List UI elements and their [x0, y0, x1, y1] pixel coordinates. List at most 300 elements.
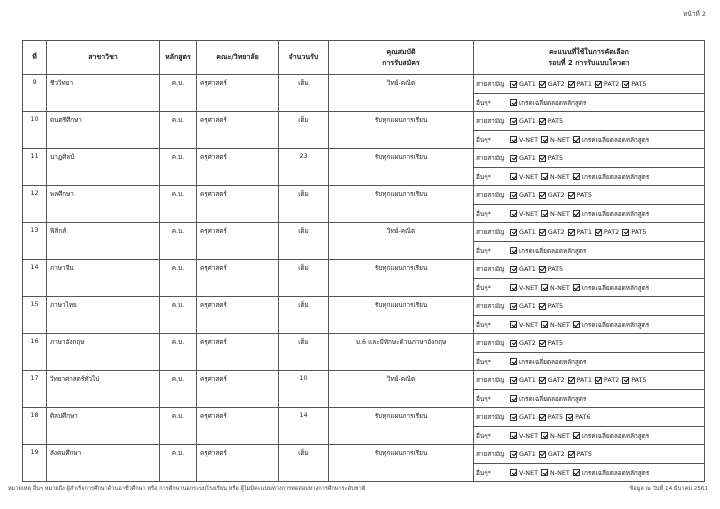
checkbox-checked-icon [568, 229, 575, 236]
criteria-label: อื่นๆ* [476, 320, 491, 329]
criteria-label: อื่นๆ* [476, 172, 491, 181]
cell-faculty: ครุศาสตร์ [197, 297, 279, 334]
cell-faculty: ครุศาสตร์ [197, 75, 279, 112]
criteria-item [541, 469, 570, 477]
table-row [23, 112, 705, 149]
cell-qualification: รับทุกแผนการเรียน [329, 408, 474, 445]
checkbox-checked-icon [510, 99, 517, 106]
criteria-item-label: PAT1 [576, 228, 592, 236]
criteria-item-label: เกรดเฉลี่ยตลอดหลักสูตร [519, 394, 587, 403]
criteria-item-label: N-NET [550, 468, 570, 477]
checkbox-checked-icon [510, 284, 517, 291]
criteria-item-label: PAT5 [547, 413, 564, 421]
criteria-line-other [474, 241, 704, 259]
criteria-item [539, 191, 565, 199]
criteria-item-label: เกรดเฉลี่ยตลอดหลักสูตร [581, 135, 650, 144]
cell-faculty: ครุศาสตร์ [197, 112, 279, 149]
criteria-item-label: GAT1 [519, 413, 536, 421]
criteria-item [510, 265, 536, 273]
criteria-item [539, 302, 563, 310]
criteria-line-main [474, 223, 704, 241]
criteria-item-label: N-NET [550, 135, 570, 144]
criteria-item-label: PAT6 [575, 413, 591, 421]
criteria-line-main [474, 186, 704, 204]
checkbox-checked-icon [510, 173, 517, 180]
checkbox-checked-icon [573, 432, 580, 439]
criteria-item [622, 80, 646, 88]
criteria-item-label: V-NET [519, 172, 539, 181]
criteria-item [541, 284, 570, 292]
checkbox-checked-icon [539, 266, 546, 273]
page-number: หน้าที่ 2 [683, 10, 706, 18]
criteria-item [510, 450, 536, 458]
criteria-item-label: GAT1 [519, 302, 536, 310]
cell-faculty: ครุศาสตร์ [197, 371, 279, 408]
criteria-line-main [474, 297, 704, 315]
criteria-item-label: GAT1 [519, 154, 536, 162]
criteria-item [568, 450, 592, 458]
cell-criteria [474, 75, 705, 112]
cell-no: 18 [23, 408, 47, 445]
header-qualification-line-1: คุณสมบัติ [386, 48, 416, 56]
criteria-item [568, 80, 592, 88]
criteria-item-label: V-NET [519, 468, 539, 477]
checkbox-checked-icon [539, 155, 546, 162]
header-criteria-line-2: รอบที่ 2 การรับแบบโควตา [548, 58, 630, 67]
cell-seats: 14 [279, 408, 329, 445]
cell-criteria [474, 371, 705, 408]
checkbox-checked-icon [568, 192, 575, 199]
criteria-label: สายสามัญ [476, 339, 505, 347]
header-row [23, 41, 705, 75]
checkbox-checked-icon [541, 432, 548, 439]
cell-curriculum: ค.บ. [160, 260, 197, 297]
checkbox-checked-icon [510, 321, 517, 328]
cell-seats: เต็ม [279, 112, 329, 149]
criteria-item [539, 228, 565, 236]
cell-qualification: รับทุกแผนการเรียน [329, 186, 474, 223]
criteria-item-label: PAT5 [547, 302, 564, 310]
criteria-item [510, 154, 536, 162]
criteria-item [622, 228, 646, 236]
criteria-item-label: V-NET [519, 135, 539, 144]
criteria-item-label: PAT5 [547, 265, 564, 273]
cell-faculty: ครุศาสตร์ [197, 408, 279, 445]
criteria-line-main [474, 445, 704, 463]
criteria-line-other [474, 204, 704, 222]
checkbox-checked-icon [510, 247, 517, 254]
criteria-item-label: PAT2 [603, 228, 620, 236]
checkbox-checked-icon [568, 81, 575, 88]
cell-curriculum: ค.บ. [160, 112, 197, 149]
checkbox-checked-icon [510, 377, 517, 384]
table-row [23, 260, 705, 297]
cell-no: 15 [23, 297, 47, 334]
criteria-item-label: PAT1 [576, 80, 592, 88]
criteria-item-label: GAT2 [519, 339, 536, 347]
cell-seats: เต็ม [279, 223, 329, 260]
criteria-item-label: N-NET [550, 209, 570, 218]
cell-criteria [474, 297, 705, 334]
criteria-item-label: PAT5 [547, 154, 564, 162]
checkbox-checked-icon [510, 469, 517, 476]
criteria-item [510, 376, 536, 384]
criteria-item [573, 468, 649, 478]
criteria-item-label: เกรดเฉลี่ยตลอดหลักสูตร [581, 320, 650, 329]
criteria-label: อื่นๆ* [476, 246, 491, 255]
cell-no: 13 [23, 223, 47, 260]
criteria-item [510, 321, 538, 329]
criteria-label: อื่นๆ* [476, 357, 491, 366]
table-row [23, 149, 705, 186]
cell-qualification: รับทุกแผนการเรียน [329, 260, 474, 297]
header-qualification-line-2: การรับสมัคร [382, 58, 420, 67]
checkbox-checked-icon [510, 414, 517, 421]
criteria-label: อื่นๆ* [476, 209, 491, 218]
criteria-item-label: เกรดเฉลี่ยตลอดหลักสูตร [581, 172, 650, 181]
criteria-item-label: GAT1 [519, 376, 536, 384]
cell-no: 10 [23, 112, 47, 149]
criteria-item-label: GAT2 [547, 80, 565, 88]
criteria-line-other [474, 463, 704, 481]
checkbox-checked-icon [541, 136, 548, 143]
criteria-line-other [474, 130, 704, 148]
criteria-item [573, 431, 649, 441]
cell-major: ศิลปศึกษา [47, 408, 160, 445]
checkbox-checked-icon [573, 321, 580, 328]
cell-major: ดนตรีศึกษา [47, 112, 160, 149]
criteria-item-label: PAT2 [603, 80, 620, 88]
criteria-line-main [474, 149, 704, 167]
cell-criteria [474, 149, 705, 186]
criteria-label: สายสามัญ [476, 117, 505, 125]
criteria-item [510, 339, 536, 347]
criteria-item [510, 284, 538, 292]
cell-major: ชีววิทยา [47, 75, 160, 112]
cell-curriculum: ค.บ. [160, 75, 197, 112]
checkbox-checked-icon [539, 377, 546, 384]
header-major: สาขาวิชา [47, 41, 160, 75]
cell-no: 17 [23, 371, 47, 408]
criteria-item-label: GAT1 [519, 450, 536, 458]
criteria-item [541, 173, 570, 181]
checkbox-checked-icon [622, 229, 629, 236]
criteria-item-label: N-NET [550, 320, 570, 329]
checkbox-checked-icon [541, 321, 548, 328]
cell-curriculum: ค.บ. [160, 149, 197, 186]
cell-major: ฟิสิกส์ [47, 223, 160, 260]
checkbox-checked-icon [573, 469, 580, 476]
header-no: ที่ [23, 41, 47, 75]
criteria-item-label: PAT1 [576, 376, 592, 384]
criteria-item-label: V-NET [519, 283, 539, 292]
criteria-label: สายสามัญ [476, 450, 505, 458]
criteria-item-label: เกรดเฉลี่ยตลอดหลักสูตร [581, 468, 650, 477]
criteria-item [595, 228, 619, 236]
checkbox-checked-icon [510, 266, 517, 273]
criteria-item [539, 154, 563, 162]
checkbox-checked-icon [573, 210, 580, 217]
criteria-item [541, 321, 570, 329]
criteria-item [539, 376, 565, 384]
cell-curriculum: ค.บ. [160, 334, 197, 371]
criteria-item-label: N-NET [550, 283, 570, 292]
cell-faculty: ครุศาสตร์ [197, 445, 279, 482]
criteria-item-label: GAT1 [519, 117, 536, 125]
criteria-label: สายสามัญ [476, 302, 505, 310]
criteria-line-other [474, 389, 704, 407]
cell-no: 12 [23, 186, 47, 223]
criteria-item [510, 413, 536, 421]
checkbox-checked-icon [541, 469, 548, 476]
checkbox-checked-icon [573, 284, 580, 291]
cell-major: ภาษาอังกฤษ [47, 334, 160, 371]
criteria-line-other [474, 93, 704, 111]
criteria-item [541, 210, 570, 218]
criteria-label: อื่นๆ* [476, 98, 491, 107]
cell-curriculum: ค.บ. [160, 223, 197, 260]
criteria-item-label: เกรดเฉลี่ยตลอดหลักสูตร [519, 357, 587, 366]
criteria-item [510, 117, 536, 125]
checkbox-checked-icon [622, 377, 629, 384]
criteria-item-label: PAT5 [631, 376, 647, 384]
criteria-item [539, 117, 563, 125]
criteria-item-label: เกรดเฉลี่ยตลอดหลักสูตร [581, 431, 650, 440]
criteria-item [568, 191, 592, 199]
criteria-label: สายสามัญ [476, 376, 505, 384]
checkbox-checked-icon [539, 118, 546, 125]
checkbox-checked-icon [541, 173, 548, 180]
cell-criteria [474, 260, 705, 297]
cell-faculty: ครุศาสตร์ [197, 186, 279, 223]
criteria-item-label: V-NET [519, 431, 539, 440]
cell-criteria [474, 186, 705, 223]
cell-seats: เต็ม [279, 75, 329, 112]
criteria-item [573, 320, 649, 330]
criteria-line-main [474, 75, 704, 93]
criteria-item-label: V-NET [519, 209, 539, 218]
criteria-item-label: เกรดเฉลี่ยตลอดหลักสูตร [519, 98, 587, 107]
table-row [23, 408, 705, 445]
cell-criteria [474, 112, 705, 149]
criteria-item-label: GAT2 [547, 450, 565, 458]
table-row [23, 334, 705, 371]
cell-faculty: ครุศาสตร์ [197, 334, 279, 371]
criteria-label: อื่นๆ* [476, 431, 491, 440]
criteria-item-label: PAT5 [576, 450, 592, 458]
criteria-item [566, 413, 590, 421]
table-row [23, 371, 705, 408]
criteria-item [595, 80, 619, 88]
checkbox-checked-icon [595, 81, 602, 88]
checkbox-checked-icon [510, 395, 517, 402]
criteria-label: สายสามัญ [476, 228, 505, 236]
criteria-item-label: GAT1 [519, 191, 536, 199]
cell-qualification: รับทุกแผนการเรียน [329, 445, 474, 482]
cell-qualification: วิทย์-คณิต [329, 371, 474, 408]
cell-no: 11 [23, 149, 47, 186]
checkbox-checked-icon [539, 451, 546, 458]
cell-qualification: วิทย์-คณิต [329, 75, 474, 112]
criteria-item [539, 265, 563, 273]
cell-criteria [474, 408, 705, 445]
cell-qualification: รับทุกแผนการเรียน [329, 297, 474, 334]
criteria-item [510, 432, 538, 440]
criteria-line-main [474, 260, 704, 278]
criteria-item-label: N-NET [550, 431, 570, 440]
cell-curriculum: ค.บ. [160, 408, 197, 445]
criteria-item [510, 302, 536, 310]
criteria-item [510, 394, 586, 404]
criteria-label: สายสามัญ [476, 191, 505, 199]
table-row [23, 297, 705, 334]
checkbox-checked-icon [573, 136, 580, 143]
criteria-label: อื่นๆ* [476, 468, 491, 477]
criteria-item-label: GAT1 [519, 228, 536, 236]
checkbox-checked-icon [510, 136, 517, 143]
criteria-item [573, 283, 649, 293]
criteria-item [568, 228, 592, 236]
criteria-label: สายสามัญ [476, 265, 505, 273]
criteria-line-main [474, 112, 704, 130]
criteria-item [595, 376, 619, 384]
criteria-item-label: PAT5 [631, 80, 647, 88]
criteria-item [539, 413, 563, 421]
criteria-item [510, 136, 538, 144]
cell-criteria [474, 334, 705, 371]
checkbox-checked-icon [539, 414, 546, 421]
criteria-item [510, 191, 536, 199]
criteria-line-other [474, 167, 704, 185]
header-qualification [329, 41, 474, 75]
checkbox-checked-icon [568, 451, 575, 458]
criteria-line-other [474, 278, 704, 296]
checkbox-checked-icon [510, 210, 517, 217]
header-curriculum: หลักสูตร [160, 41, 197, 75]
criteria-line-main [474, 371, 704, 389]
criteria-item-label: GAT2 [547, 228, 565, 236]
criteria-item-label: PAT5 [631, 228, 647, 236]
cell-no: 9 [23, 75, 47, 112]
checkbox-checked-icon [541, 284, 548, 291]
criteria-item-label: PAT5 [547, 339, 564, 347]
criteria-item-label: V-NET [519, 320, 539, 329]
checkbox-checked-icon [539, 303, 546, 310]
criteria-item [510, 357, 586, 367]
criteria-item-label: PAT5 [547, 117, 564, 125]
table-row [23, 223, 705, 260]
criteria-label: สายสามัญ [476, 154, 505, 162]
cell-major: นาฏศิลป์ [47, 149, 160, 186]
cell-qualification: วิทย์-คณิต [329, 223, 474, 260]
cell-seats: เต็ม [279, 260, 329, 297]
checkbox-checked-icon [539, 340, 546, 347]
criteria-item [622, 376, 646, 384]
checkbox-checked-icon [539, 81, 546, 88]
cell-criteria [474, 223, 705, 260]
cell-seats: 10 [279, 371, 329, 408]
criteria-item-label: GAT1 [519, 265, 536, 273]
cell-seats: เต็ม [279, 297, 329, 334]
criteria-item [573, 135, 649, 145]
header-seats: จำนวนรับ [279, 41, 329, 75]
criteria-item-label: N-NET [550, 172, 570, 181]
table-row [23, 186, 705, 223]
checkbox-checked-icon [595, 229, 602, 236]
checkbox-checked-icon [573, 173, 580, 180]
checkbox-checked-icon [566, 414, 573, 421]
cell-faculty: ครุศาสตร์ [197, 223, 279, 260]
criteria-label: อื่นๆ* [476, 394, 491, 403]
footer-date: ข้อมูล ณ วันที่ 14 มีนาคม 2561 [629, 486, 708, 492]
checkbox-checked-icon [510, 81, 517, 88]
criteria-item [539, 80, 565, 88]
cell-curriculum: ค.บ. [160, 371, 197, 408]
cell-curriculum: ค.บ. [160, 297, 197, 334]
criteria-label: อื่นๆ* [476, 283, 491, 292]
criteria-item-label: เกรดเฉลี่ยตลอดหลักสูตร [581, 209, 650, 218]
cell-no: 14 [23, 260, 47, 297]
cell-major: พลศึกษา [47, 186, 160, 223]
checkbox-checked-icon [510, 358, 517, 365]
checkbox-checked-icon [622, 81, 629, 88]
criteria-label: สายสามัญ [476, 80, 505, 88]
checkbox-checked-icon [510, 432, 517, 439]
checkbox-checked-icon [541, 210, 548, 217]
criteria-item [510, 469, 538, 477]
cell-qualification: รับทุกแผนการเรียน [329, 112, 474, 149]
cell-no: 19 [23, 445, 47, 482]
criteria-item-label: GAT2 [547, 376, 565, 384]
checkbox-checked-icon [595, 377, 602, 384]
criteria-item [573, 209, 649, 219]
criteria-item [573, 172, 649, 182]
header-faculty: คณะ/วิทยาลัย [197, 41, 279, 75]
cell-criteria [474, 445, 705, 482]
table-row [23, 445, 705, 482]
criteria-item-label: PAT2 [603, 376, 620, 384]
cell-faculty: ครุศาสตร์ [197, 260, 279, 297]
cell-seats: เต็ม [279, 334, 329, 371]
cell-curriculum: ค.บ. [160, 445, 197, 482]
header-criteria [474, 41, 705, 75]
cell-major: ภาษาจีน [47, 260, 160, 297]
criteria-item [510, 246, 586, 256]
criteria-item [539, 450, 565, 458]
cell-seats: เต็ม [279, 445, 329, 482]
header-criteria-line-1: คะแนนที่ใช้ในการคัดเลือก [549, 48, 629, 56]
cell-qualification: ม.6 และมีทักษะด้านภาษาอังกฤษ [329, 334, 474, 371]
criteria-line-main [474, 334, 704, 352]
criteria-item [510, 98, 586, 108]
criteria-item-label: GAT2 [547, 191, 565, 199]
criteria-item-label: เกรดเฉลี่ยตลอดหลักสูตร [581, 283, 650, 292]
table-row [23, 75, 705, 112]
cell-curriculum: ค.บ. [160, 186, 197, 223]
criteria-line-other [474, 426, 704, 444]
criteria-item [541, 136, 570, 144]
cell-seats: 23 [279, 149, 329, 186]
cell-seats: เต็ม [279, 186, 329, 223]
cell-major: ภาษาไทย [47, 297, 160, 334]
checkbox-checked-icon [510, 340, 517, 347]
criteria-item-label: เกรดเฉลี่ยตลอดหลักสูตร [519, 246, 587, 255]
checkbox-checked-icon [539, 192, 546, 199]
criteria-item [568, 376, 592, 384]
criteria-item [539, 339, 563, 347]
checkbox-checked-icon [510, 155, 517, 162]
checkbox-checked-icon [510, 451, 517, 458]
